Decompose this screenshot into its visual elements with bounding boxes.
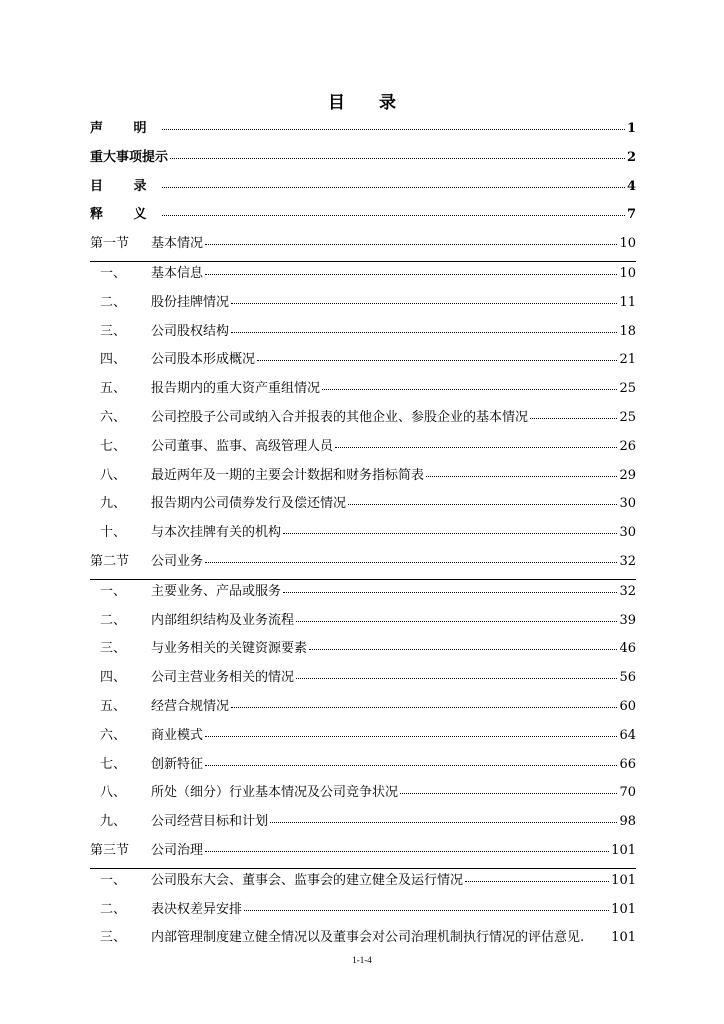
toc-entry-label: 重大事项提示 [90, 149, 169, 165]
toc-entry-label: 基本信息 [151, 265, 204, 281]
toc-entry-label: 公司股东大会、董事会、监事会的建立健全及运行情况 [151, 872, 464, 888]
toc-dot-leader [170, 158, 625, 159]
toc-entry-page: 11 [619, 294, 636, 310]
toc-entry-label: 内部管理制度建立健全情况以及董事会对公司治理机制执行情况的评估意见. [151, 930, 585, 946]
toc-dot-leader [257, 360, 617, 361]
toc-entry[interactable] [90, 232, 636, 262]
toc-dot-leader [162, 187, 625, 188]
toc-entry-label: 经营合规情况 [151, 698, 230, 714]
toc-dot-leader [322, 389, 617, 390]
toc-dot-leader [205, 562, 617, 563]
toc-entry[interactable] [90, 406, 636, 435]
toc-entry-label: 所处（细分）行业基本情况及公司竞争状况 [151, 785, 399, 801]
toc-dot-leader [205, 765, 617, 766]
toc-entry-page: 98 [619, 814, 636, 830]
toc-entry-label: 与本次挂牌有关的机构 [151, 525, 282, 541]
toc-dot-leader [335, 447, 617, 448]
toc-entry-number: 一、 [100, 265, 127, 281]
toc-entry[interactable] [90, 175, 636, 204]
toc-entry-label: 基本情况 [151, 236, 204, 252]
toc-entry-number: 五、 [100, 698, 127, 714]
toc-entry-label: 主要业务、产品或服务 [151, 583, 282, 599]
toc-entry-label: 目 录 [90, 178, 160, 194]
toc-entry-number: 四、 [100, 670, 127, 686]
toc-entry-number: 九、 [100, 814, 127, 830]
toc-entry-page: 101 [611, 872, 636, 888]
toc-entry-page: 60 [619, 698, 636, 714]
toc-entry-number: 七、 [100, 438, 127, 454]
toc-entry[interactable] [90, 695, 636, 724]
toc-entry-label: 报告期内的重大资产重组情况 [151, 381, 321, 397]
toc-entry-label: 公司董事、监事、高级管理人员 [151, 438, 334, 454]
toc-entry-number: 三、 [100, 930, 127, 946]
toc-entry-label: 与业务相关的关键资源要素 [151, 641, 308, 657]
toc-entry[interactable] [90, 320, 636, 349]
table-of-contents [90, 117, 636, 955]
toc-entry[interactable] [90, 781, 636, 810]
toc-entry-number: 五、 [100, 381, 127, 397]
toc-entry-number: 十、 [100, 525, 127, 541]
toc-entry-number: 四、 [100, 352, 127, 368]
toc-entry-page: 101 [611, 930, 636, 946]
toc-entry-label: 商业模式 [151, 727, 204, 743]
toc-entry-page: 25 [619, 381, 636, 397]
toc-entry-label: 释 义 [90, 207, 160, 223]
toc-entry-page: 64 [619, 727, 636, 743]
page-footer-number: 1-1-4 [352, 955, 372, 965]
toc-dot-leader [270, 822, 617, 823]
toc-entry[interactable] [90, 521, 636, 550]
toc-entry-number: 三、 [100, 323, 127, 339]
toc-entry-page: 101 [611, 842, 636, 858]
toc-entry[interactable] [90, 839, 636, 869]
toc-entry-number: 三、 [100, 641, 127, 657]
toc-entry-number: 二、 [100, 901, 127, 917]
toc-entry-page: 70 [619, 785, 636, 801]
toc-entry-page: 7 [626, 207, 636, 223]
toc-entry-page: 30 [619, 525, 636, 541]
toc-entry-label: 表决权差异安排 [151, 901, 243, 917]
toc-entry-label: 创新特征 [151, 756, 204, 772]
toc-dot-leader [309, 649, 617, 650]
toc-entry-label: 公司主营业务相关的情况 [151, 670, 295, 686]
toc-entry[interactable] [90, 291, 636, 320]
toc-entry-number: 六、 [100, 727, 127, 743]
toc-entry-page: 32 [619, 583, 636, 599]
toc-entry-page: 10 [619, 265, 636, 281]
toc-dot-leader [296, 621, 617, 622]
toc-entry-number: 八、 [100, 785, 127, 801]
toc-entry[interactable] [90, 203, 636, 232]
toc-entry[interactable] [90, 810, 636, 839]
toc-entry-number: 七、 [100, 756, 127, 772]
toc-dot-leader [205, 274, 617, 275]
toc-entry-page: 21 [619, 352, 636, 368]
toc-entry-page: 2 [626, 149, 636, 165]
toc-dot-leader [231, 303, 617, 304]
toc-dot-leader [205, 244, 617, 245]
toc-entry-number: 第一节 [90, 236, 130, 252]
toc-entry-page: 18 [619, 323, 636, 339]
toc-entry-number: 九、 [100, 496, 127, 512]
toc-dot-leader [400, 793, 617, 794]
toc-entry-label: 公司治理 [151, 842, 204, 858]
toc-entry-number: 一、 [100, 872, 127, 888]
toc-dot-leader [231, 332, 617, 333]
toc-entry[interactable] [90, 898, 636, 927]
toc-entry-label: 公司股本形成概况 [151, 352, 256, 368]
toc-entry-label: 股份挂牌情况 [151, 294, 230, 310]
toc-entry[interactable] [90, 464, 636, 493]
toc-entry[interactable] [90, 492, 636, 521]
toc-entry[interactable] [90, 753, 636, 782]
toc-entry-page: 39 [619, 612, 636, 628]
toc-entry[interactable] [90, 926, 636, 955]
toc-entry-label: 报告期内公司债券发行及偿还情况 [151, 496, 347, 512]
toc-dot-leader [205, 736, 617, 737]
toc-entry-page: 56 [619, 670, 636, 686]
toc-entry-number: 八、 [100, 467, 127, 483]
toc-dot-leader [244, 910, 609, 911]
page-title: 目 录 [328, 93, 410, 113]
toc-entry[interactable] [90, 724, 636, 753]
toc-entry-label: 声 明 [90, 121, 160, 136]
toc-entry-number: 二、 [100, 612, 127, 628]
toc-entry-page: 4 [626, 178, 636, 194]
toc-entry-page: 30 [619, 496, 636, 512]
toc-entry[interactable] [90, 580, 636, 609]
toc-entry[interactable] [90, 117, 636, 146]
toc-entry[interactable] [90, 609, 636, 638]
toc-dot-leader [348, 504, 617, 505]
toc-entry[interactable] [90, 435, 636, 464]
toc-entry-label: 公司业务 [151, 553, 204, 569]
toc-entry[interactable] [90, 377, 636, 406]
toc-dot-leader [162, 129, 625, 130]
toc-dot-leader [205, 851, 609, 852]
toc-entry-label: 公司经营目标和计划 [151, 814, 269, 830]
toc-entry-page: 25 [619, 409, 636, 425]
toc-dot-leader [296, 678, 617, 679]
toc-entry-page: 66 [619, 756, 636, 772]
toc-dot-leader [530, 418, 617, 419]
toc-dot-leader [426, 476, 617, 477]
toc-entry-number: 二、 [100, 294, 127, 310]
toc-dot-leader [162, 215, 625, 216]
toc-entry[interactable] [90, 550, 636, 580]
toc-entry[interactable] [90, 869, 636, 898]
toc-entry-number: 六、 [100, 409, 127, 425]
toc-entry-number: 第二节 [90, 553, 130, 569]
toc-entry-page: 26 [619, 438, 636, 454]
toc-dot-leader [283, 592, 617, 593]
toc-entry-label: 公司控股子公司或纳入合并报表的其他企业、参股企业的基本情况 [151, 409, 529, 425]
toc-entry[interactable] [90, 666, 636, 695]
toc-dot-leader [231, 707, 617, 708]
toc-entry[interactable] [90, 637, 636, 666]
toc-entry-page: 46 [619, 641, 636, 657]
toc-entry-label: 内部组织结构及业务流程 [151, 612, 295, 628]
toc-entry-page: 1 [626, 121, 636, 136]
toc-entry-number: 第三节 [90, 842, 130, 858]
toc-entry-label: 最近两年及一期的主要会计数据和财务指标简表 [151, 467, 425, 483]
toc-entry-label: 公司股权结构 [151, 323, 230, 339]
toc-entry[interactable] [90, 348, 636, 377]
toc-entry-number: 一、 [100, 583, 127, 599]
toc-entry-page: 101 [611, 901, 636, 917]
toc-entry[interactable] [90, 146, 636, 175]
toc-entry-page: 32 [619, 553, 636, 569]
toc-dot-leader [465, 881, 609, 882]
toc-entry-page: 29 [619, 467, 636, 483]
toc-entry-page: 10 [619, 236, 636, 252]
toc-dot-leader [283, 533, 617, 534]
toc-entry[interactable] [90, 262, 636, 291]
